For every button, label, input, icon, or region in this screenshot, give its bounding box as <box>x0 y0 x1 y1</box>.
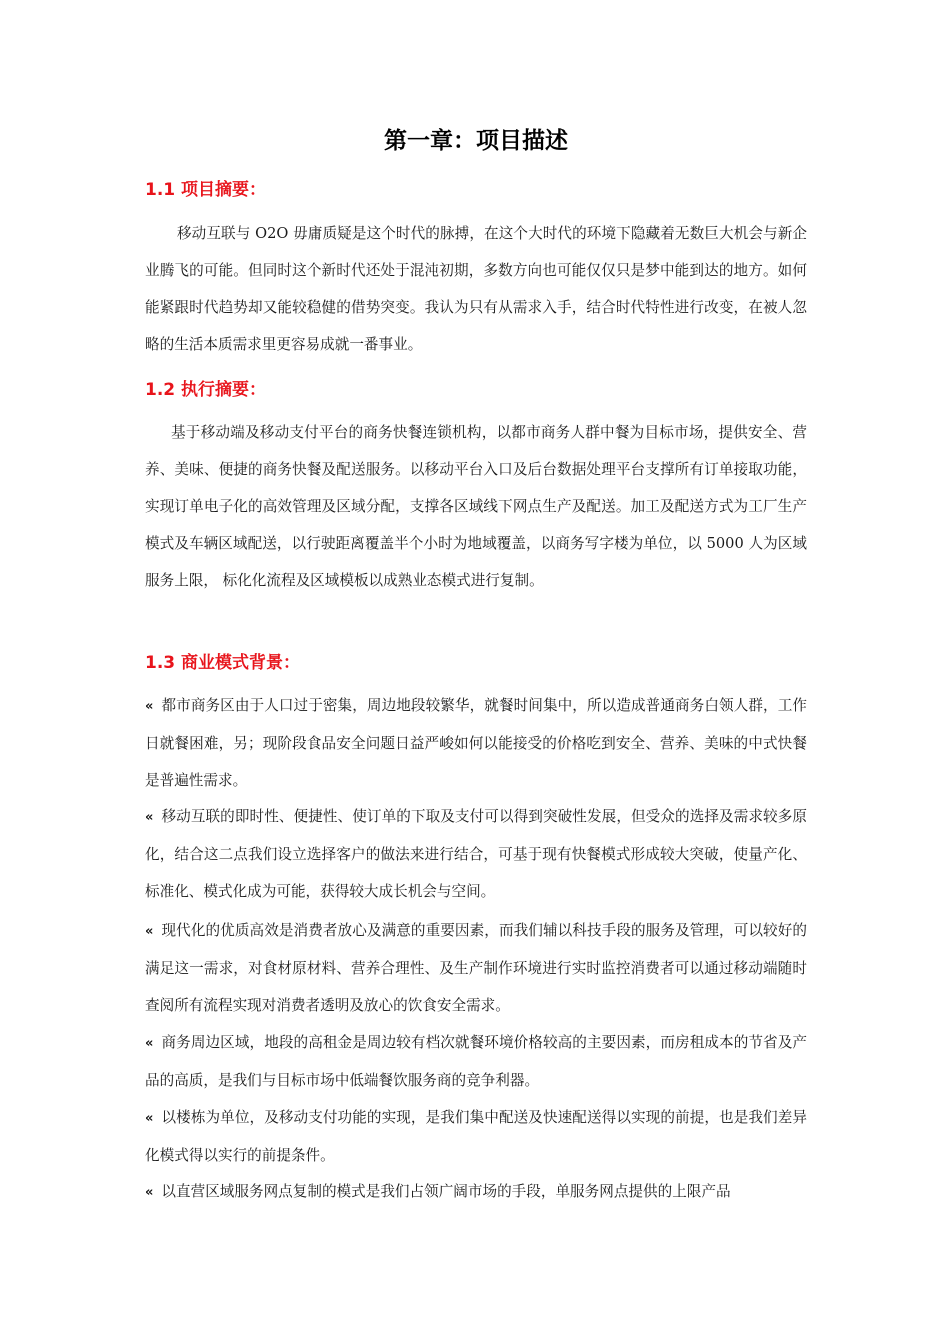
bullet-item <box>145 1099 807 1174</box>
bullet-symbol: « <box>145 1036 154 1051</box>
bullet-text: 商务周边区域，地段的高租金是周边较有档次就餐环境价格较高的主要因素，而房租成本的节省及产品的高质，是我们与目标市场中低端餐饮服务商的竞争利器。 <box>145 1034 807 1089</box>
bullet-item <box>145 1024 807 1099</box>
paragraph-executive-summary: 基于移动端及移动支付平台的商务快餐连锁机构，以都市商务人群中餐为目标市场，提供安全、营养、美味、便捷的商务快餐及配送服务。以移动平台入口及后台数据处理平台支撑所有订单接取功能，实现订单电子化的高效管理及区域分配，支撑各区域线下网点生产及配送。加工及配送方式为工厂生产模式及车辆区域配送，以行驶距离覆盖半个小时为地域覆盖，以商务写字楼为单位，以 5000 人为区域服务上限， 标化化流程及区域模板以成熟业态模式进行复制。 <box>145 424 807 589</box>
bullet-text: 以楼栋为单位，及移动支付功能的实现，是我们集中配送及快速配送得以实现的前提，也是我们差异化模式得以实行的前提条件。 <box>145 1109 807 1164</box>
bullet-symbol: « <box>145 699 154 714</box>
bullet-symbol: « <box>145 810 154 825</box>
bullet-symbol: « <box>145 1111 154 1126</box>
bullet-text: 以直营区域服务网点复制的模式是我们占领广阔市场的手段，单服务网点提供的上限产品 <box>161 1183 731 1200</box>
section-heading-business-model: 1.3 商业模式背景： <box>145 653 301 673</box>
bullet-item <box>145 687 807 799</box>
bullet-text: 移动互联的即时性、便捷性、使订单的下取及支付可以得到突破性发展，但受众的选择及需求较多原化，结合这二点我们设立选择客户的做法来进行结合，可基于现有快餐模式形成较大突破，使量产化、标准化、模式化成为可能，获得较大成长机会与空间。 <box>145 808 807 900</box>
bullet-text: 现代化的优质高效是消费者放心及满意的重要因素，而我们辅以科技手段的服务及管理，可以较好的满足这一需求，对食材原材料、营养合理性、及生产制作环境进行实时监控消费者可以通过移动端随时查阅所有流程实现对消费者透明及放心的饮食安全需求。 <box>145 922 807 1014</box>
bullet-symbol: « <box>145 924 154 939</box>
bullet-symbol: « <box>145 1185 154 1200</box>
bullet-text: 都市商务区由于人口过于密集，周边地段较繁华，就餐时间集中，所以造成普通商务白领人群，工作日就餐困难，另；现阶段食品安全问题日益严峻如何以能接受的价格吃到安全、营养、美味的中式快餐是普遍性需求。 <box>145 697 807 789</box>
paragraph-project-summary: 移动互联与 O2O 毋庸质疑是这个时代的脉搏，在这个大时代的环境下隐藏着无数巨大机会与新企业腾飞的可能。但同时这个新时代还处于混沌初期，多数方向也可能仅仅只是梦中能到达的地方。如何能紧跟时代趋势却又能较稳健的借势突变。我认为只有从需求入手，结合时代特性进行改变，在被人忽略的生活本质需求里更容易成就一番事业。 <box>145 225 807 353</box>
section-heading-executive-summary: 1.2 执行摘要： <box>145 380 267 400</box>
bullet-item <box>145 912 807 1024</box>
chapter-title: 第一章：项目描述 <box>384 128 568 154</box>
bullet-item <box>145 798 807 910</box>
bullet-item <box>145 1173 807 1211</box>
section-heading-project-summary: 1.1 项目摘要： <box>145 180 267 200</box>
